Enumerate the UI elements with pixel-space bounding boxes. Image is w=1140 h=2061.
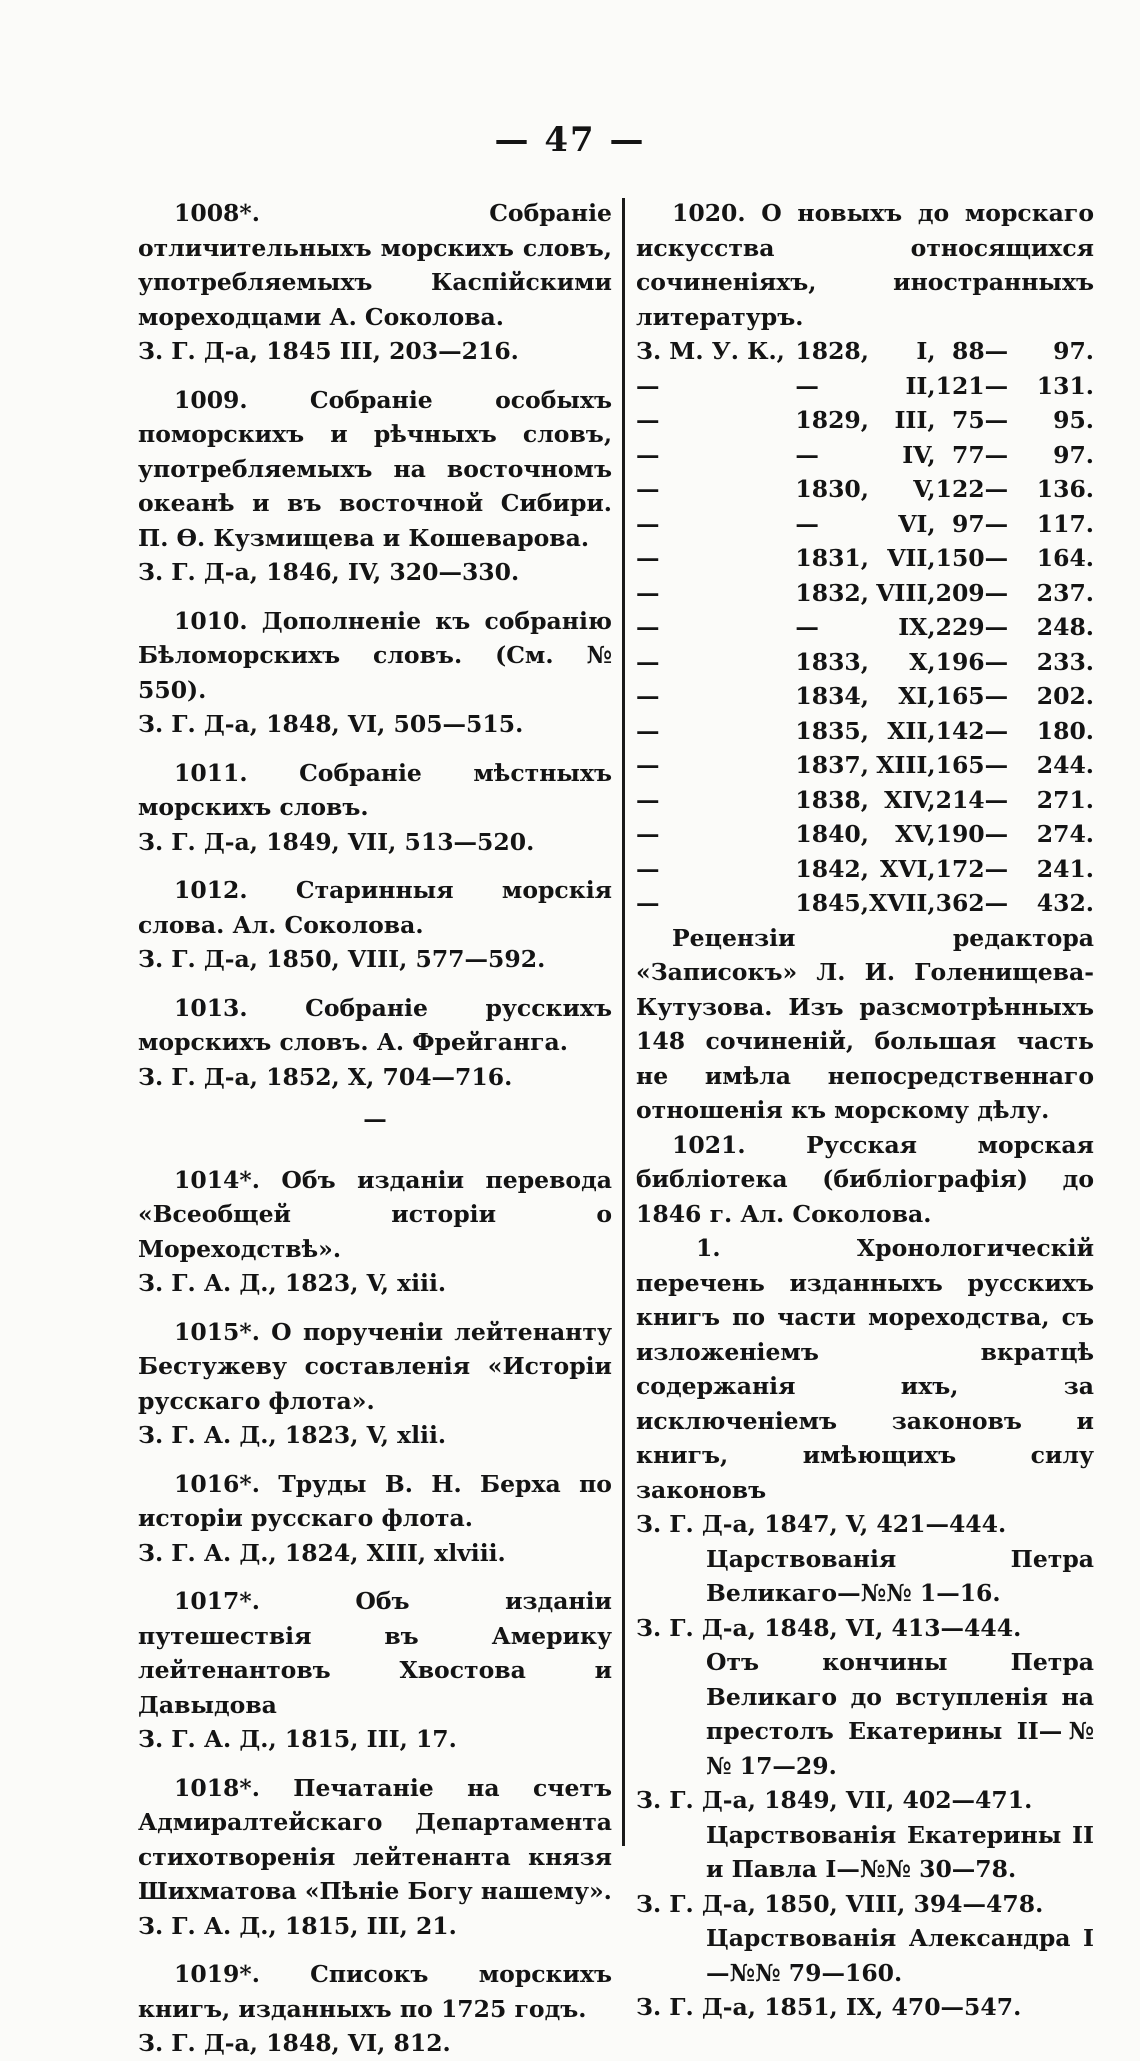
entry-citation: З. Г. Д-а, 1845 III, 203—216. bbox=[138, 337, 519, 365]
series-row bbox=[636, 403, 1094, 438]
entry-citation: З. Г. Д-а, 1852, X, 704—716. bbox=[138, 1062, 513, 1091]
entry-citation: З. Г. Д-а, 1848, VI, 505—515. bbox=[138, 710, 524, 738]
series-source: — bbox=[636, 716, 660, 745]
series-row bbox=[636, 714, 1094, 749]
series-row bbox=[636, 783, 1094, 818]
series-source: — bbox=[636, 440, 660, 469]
series-source: — bbox=[636, 544, 660, 572]
series-source: З. М. У. К., bbox=[636, 337, 785, 365]
series-volume: XVII, bbox=[868, 889, 936, 917]
entry-citation: З. Г. Д-а, 1847, V, 421—444. bbox=[636, 1510, 1007, 1538]
entry-1016 bbox=[138, 1467, 612, 1571]
series-page-to: 237. bbox=[1036, 578, 1094, 607]
left-column bbox=[138, 196, 612, 2061]
series-row bbox=[636, 472, 1094, 507]
series-page-from: 165— bbox=[935, 682, 1009, 710]
series-row bbox=[636, 369, 1094, 404]
entry-text: 1018*. Печатаніе на счетъ Адмиралтейскаго Департамента стихотворенія лейтенанта князя Шихматова «Пѣніе Богу нашему». bbox=[138, 1773, 612, 1905]
series-year: 1833, bbox=[795, 647, 869, 676]
series-volume: VII, bbox=[887, 544, 936, 572]
page-number: — 47 — bbox=[494, 120, 646, 160]
subsection-text: Царствованія Петра Великаго—№№ 1—16. bbox=[706, 1544, 1094, 1607]
series-page-to: 244. bbox=[1036, 751, 1094, 779]
series-page-to: 241. bbox=[1036, 854, 1094, 883]
series-volume: I, bbox=[916, 337, 936, 365]
series-year: 1828, bbox=[795, 337, 869, 365]
series-volume: VIII, bbox=[876, 578, 936, 607]
series-row bbox=[636, 645, 1094, 680]
series-source: — bbox=[636, 475, 660, 503]
series-page-from: 362— bbox=[935, 889, 1009, 917]
series-source: — bbox=[636, 889, 660, 917]
entry-1010 bbox=[138, 604, 612, 742]
series-source: — bbox=[636, 682, 660, 710]
right-column bbox=[636, 196, 1094, 2025]
series-source: — bbox=[636, 820, 660, 848]
entry-1020 bbox=[636, 196, 1094, 334]
entry-1012 bbox=[138, 873, 612, 977]
series-year: 1832, bbox=[795, 578, 869, 607]
entry-citation: З. Г. А. Д., 1823, V, xiii. bbox=[138, 1269, 447, 1297]
series-page-from: 88— bbox=[951, 337, 1009, 365]
entry-1021 bbox=[636, 1128, 1094, 1232]
entry-text: 1019*. Списокъ морскихъ книгъ, изданныхъ по 1725 годъ. bbox=[138, 1960, 612, 2023]
series-volume: XI, bbox=[898, 682, 936, 710]
entry-text: 1008*. Собраніе отличительныхъ морскихъ словъ, употребляемыхъ Каспійскими мореходцами А. Соколова. bbox=[138, 199, 612, 331]
series-row bbox=[636, 334, 1094, 369]
section-separator: — bbox=[363, 1105, 387, 1133]
series-row bbox=[636, 576, 1094, 611]
series-volume: XII, bbox=[887, 716, 936, 745]
entry-1011 bbox=[138, 756, 612, 860]
series-volume: XIII, bbox=[876, 751, 936, 779]
series-page-to: 95. bbox=[1053, 406, 1094, 434]
series-source: — bbox=[636, 751, 660, 779]
series-page-from: 150— bbox=[935, 544, 1009, 572]
series-volume: II, bbox=[905, 371, 936, 400]
entry-citation: З. Г. Д-а, 1848, VI, 413—444. bbox=[636, 1613, 1022, 1642]
series-year: 1840, bbox=[795, 820, 869, 848]
series-year: — bbox=[795, 613, 819, 641]
series-page-to: 274. bbox=[1036, 820, 1094, 848]
series-year: 1842, bbox=[795, 854, 869, 883]
series-source: — bbox=[636, 371, 660, 400]
subsection-text: Царствованія Екатерины II и Павла I—№№ 30—78. bbox=[706, 1820, 1094, 1883]
series-row bbox=[636, 852, 1094, 887]
series-page-to: 131. bbox=[1036, 371, 1094, 400]
series-page-to: 97. bbox=[1053, 337, 1094, 365]
entry-text: 1020. О новыхъ до морскаго искусства относящихся сочиненіяхъ, иностранныхъ литературъ. bbox=[636, 199, 1094, 331]
entry-text: 1016*. Труды В. Н. Берха по исторіи русскаго флота. bbox=[138, 1469, 612, 1532]
series-page-from: 97— bbox=[951, 509, 1009, 538]
entry-1008 bbox=[138, 196, 612, 369]
series-page-to: 136. bbox=[1036, 475, 1094, 503]
entry-citation: З. Г. Д-а, 1850, VIII, 577—592. bbox=[138, 945, 546, 973]
series-year: 1831, bbox=[795, 544, 869, 572]
series-page-from: 142— bbox=[935, 716, 1009, 745]
subsection-text: 1. Хронологическій перечень изданныхъ русскихъ книгъ по части мореходства, съ изложеніемъ вкратцѣ содержанія ихъ, за исключеніемъ законовъ и книгъ, имѣющихъ силу законовъ bbox=[636, 1234, 1094, 1504]
entry-text: 1010. Дополненіе къ собранію Бѣломорскихъ словъ. (См. № 550). bbox=[138, 606, 612, 704]
series-row bbox=[636, 748, 1094, 783]
series-page-to: 117. bbox=[1036, 509, 1094, 538]
entry-1019 bbox=[138, 1957, 612, 2061]
series-page-from: 165— bbox=[935, 751, 1009, 779]
series-page-to: 97. bbox=[1053, 440, 1094, 469]
series-row bbox=[636, 817, 1094, 852]
series-year: — bbox=[795, 509, 819, 538]
series-volume: V, bbox=[913, 475, 936, 503]
citation-series-body bbox=[636, 334, 1094, 921]
series-year: 1835, bbox=[795, 716, 869, 745]
entry-citation: З. Г. Д-а, 1851, IX, 470—547. bbox=[636, 1993, 1022, 2021]
series-year: 1829, bbox=[795, 406, 869, 434]
entry-text: 1013. Собраніе русскихъ морскихъ словъ. А. Фрейганга. bbox=[138, 993, 612, 1056]
series-page-from: 172— bbox=[935, 854, 1009, 883]
subsection-text: Отъ кончины Петра Великаго до вступленія на престолъ Екатерины II—№№ 17—29. bbox=[706, 1648, 1094, 1780]
entry-text: 1011. Собраніе мѣстныхъ морскихъ словъ. bbox=[138, 758, 612, 821]
series-volume: VI, bbox=[898, 509, 936, 538]
series-source: — bbox=[636, 647, 660, 676]
series-page-from: 214— bbox=[935, 785, 1009, 814]
entry-1017 bbox=[138, 1584, 612, 1757]
series-source: — bbox=[636, 854, 660, 883]
entry-citation: З. Г. Д-а, 1846, IV, 320—330. bbox=[138, 558, 520, 586]
review-note: Рецензіи редактора «Записокъ» Л. И. Голенищева-Кутузова. Изъ разсмотрѣнныхъ 148 сочиненій, большая часть не имѣла непосредственнаго отношенія къ морскому дѣлу. bbox=[636, 923, 1094, 1124]
series-year: 1837, bbox=[795, 751, 869, 779]
entry-citation: З. Г. Д-а, 1848, VI, 812. bbox=[138, 2029, 451, 2057]
citation-series-table bbox=[636, 334, 1094, 921]
entry-text: 1009. Собраніе особыхъ поморскихъ и рѣчныхъ словъ, употребляемыхъ на восточномъ океанѣ и въ восточной Сибири. П. Ѳ. Кузмищева и Кошеварова. bbox=[138, 385, 612, 552]
series-page-to: 202. bbox=[1036, 682, 1094, 710]
series-page-from: 229— bbox=[935, 613, 1009, 641]
series-page-from: 75— bbox=[951, 406, 1009, 434]
entry-citation: З. Г. А. Д., 1823, V, xlii. bbox=[138, 1421, 447, 1449]
entry-citation: З. Г. А. Д., 1815, III, 21. bbox=[138, 1911, 457, 1940]
series-year: 1838, bbox=[795, 785, 869, 814]
series-page-to: 233. bbox=[1036, 647, 1094, 676]
entry-citation: З. Г. А. Д., 1824, XIII, xlviii. bbox=[138, 1538, 506, 1567]
series-page-from: 196— bbox=[935, 647, 1009, 676]
entry-1018 bbox=[138, 1771, 612, 1944]
series-year: 1830, bbox=[795, 475, 869, 503]
series-page-to: 432. bbox=[1036, 889, 1094, 917]
entry-text: 1014*. Объ изданіи перевода «Всеобщей исторіи о Мореходствѣ». bbox=[138, 1165, 612, 1263]
series-page-to: 271. bbox=[1036, 785, 1094, 814]
series-volume: IV, bbox=[902, 440, 936, 469]
series-page-from: 122— bbox=[935, 475, 1009, 503]
series-source: — bbox=[636, 785, 660, 814]
series-row bbox=[636, 507, 1094, 542]
series-volume: X, bbox=[909, 647, 936, 676]
entry-citation: З. Г. Д-а, 1850, VIII, 394—478. bbox=[636, 1889, 1044, 1918]
entry-1014 bbox=[138, 1163, 612, 1301]
series-volume: XIV, bbox=[884, 785, 936, 814]
subsection-text: Царствованія Александра I—№№ 79—160. bbox=[706, 1924, 1094, 1987]
series-row bbox=[636, 541, 1094, 576]
series-source: — bbox=[636, 509, 660, 538]
series-page-from: 190— bbox=[935, 820, 1009, 848]
series-row bbox=[636, 679, 1094, 714]
entry-1009 bbox=[138, 383, 612, 590]
series-page-from: 77— bbox=[951, 440, 1009, 469]
series-row bbox=[636, 610, 1094, 645]
entry-citation: З. Г. Д-а, 1849, VII, 513—520. bbox=[138, 827, 535, 856]
series-source: — bbox=[636, 578, 660, 607]
series-page-to: 248. bbox=[1036, 613, 1094, 641]
entry-text: 1015*. О порученіи лейтенанту Бестужеву составленія «Исторіи русскаго флота». bbox=[138, 1317, 612, 1415]
series-row bbox=[636, 886, 1094, 921]
series-volume: IX, bbox=[898, 613, 936, 641]
series-volume: XVI, bbox=[879, 854, 936, 883]
series-year: — bbox=[795, 371, 819, 400]
series-page-from: 209— bbox=[935, 578, 1009, 607]
series-year: 1834, bbox=[795, 682, 869, 710]
column-divider bbox=[622, 198, 625, 1846]
series-year: — bbox=[795, 440, 819, 469]
entry-text: 1021. Русская морская библіотека (библіографія) до 1846 г. Ал. Соколова. bbox=[636, 1130, 1094, 1228]
entry-citation: З. Г. А. Д., 1815, III, 17. bbox=[138, 1725, 457, 1753]
entry-text: 1017*. Объ изданіи путешествія въ Америку лейтенантовъ Хвостова и Давыдова bbox=[138, 1587, 612, 1719]
series-page-to: 164. bbox=[1036, 544, 1094, 572]
entry-1015 bbox=[138, 1315, 612, 1453]
series-row bbox=[636, 438, 1094, 473]
series-source: — bbox=[636, 406, 660, 434]
entry-1013 bbox=[138, 991, 612, 1095]
series-page-to: 180. bbox=[1036, 716, 1094, 745]
series-year: 1845, bbox=[795, 889, 869, 917]
entry-text: 1012. Старинныя морскія слова. Ал. Соколова. bbox=[138, 876, 612, 939]
series-page-from: 121— bbox=[935, 371, 1009, 400]
series-source: — bbox=[636, 613, 660, 641]
series-volume: III, bbox=[894, 406, 936, 434]
entry-citation: З. Г. Д-а, 1849, VII, 402—471. bbox=[636, 1786, 1033, 1814]
series-volume: XV, bbox=[895, 820, 936, 848]
